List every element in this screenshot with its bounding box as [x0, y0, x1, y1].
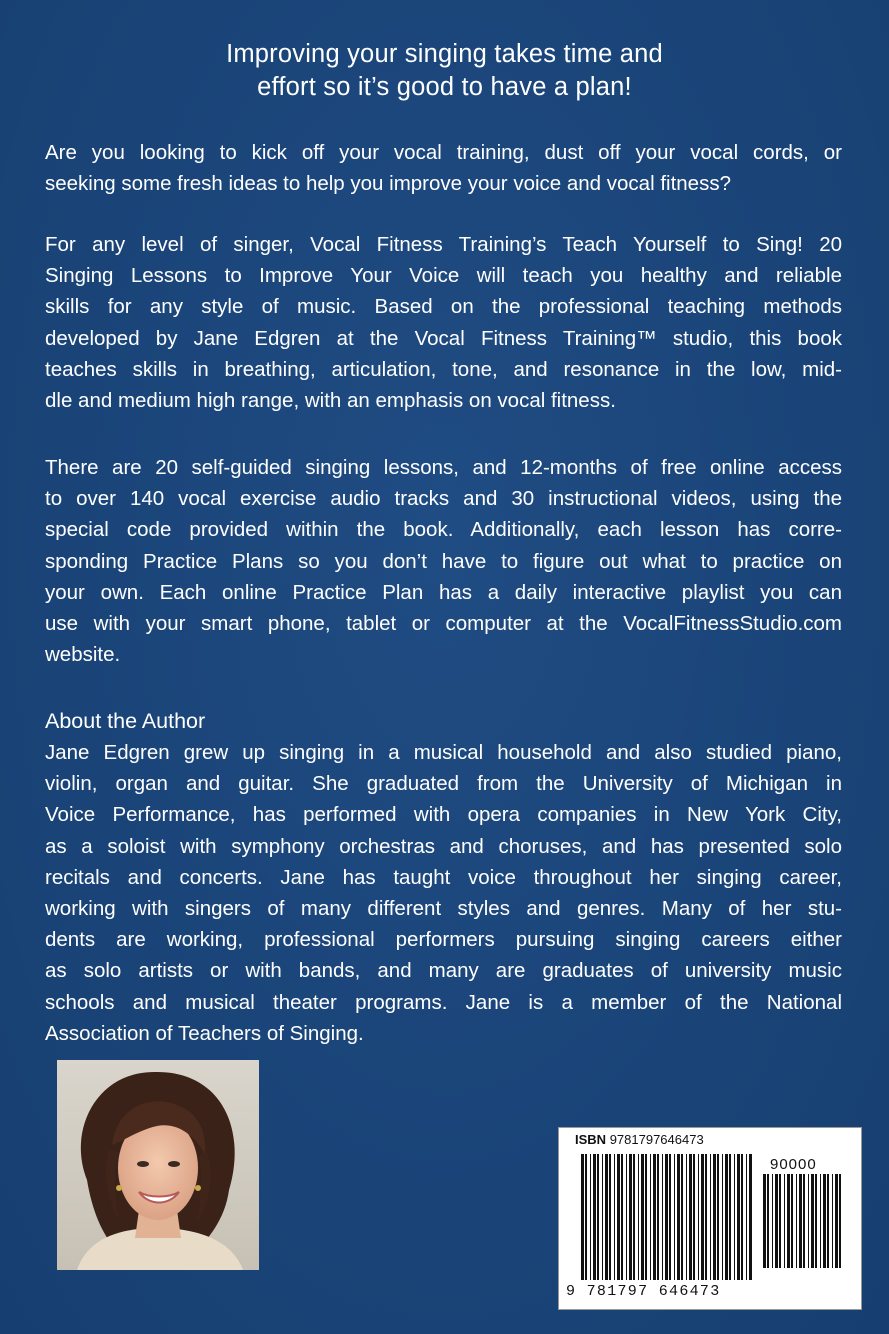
barcode-bar [722, 1154, 723, 1280]
author-photo [57, 1060, 259, 1270]
barcode-bar [645, 1154, 647, 1280]
text-line: dents are working, professional performers pursuing singing careers either [45, 928, 842, 952]
barcode-bar [662, 1154, 663, 1280]
barcode-bar [686, 1154, 687, 1280]
barcode-bar [617, 1154, 620, 1280]
text-line: violin, organ and guitar. She graduated from the University of Michigan in [45, 772, 842, 796]
barcode-bar [808, 1174, 809, 1268]
barcode-bar [701, 1154, 704, 1280]
description-paragraph [45, 229, 842, 416]
barcode-bar [803, 1174, 805, 1268]
barcode-bar [693, 1154, 695, 1280]
about-author-heading: About the Author [45, 709, 206, 733]
barcode-bar [710, 1154, 711, 1280]
about-author-section [45, 706, 842, 1049]
text-line: There are 20 self-guided singing lessons, and 12-months of free online access [45, 456, 842, 479]
barcode-bar [614, 1154, 615, 1280]
barcode-bar [734, 1154, 735, 1280]
text-line: to over 140 vocal exercise audio tracks and 30 instructional videos, using the [45, 487, 842, 511]
text-line: as a soloist with symphony orchestras and choruses, and has presented solo [45, 834, 842, 858]
barcode-bar [725, 1154, 728, 1280]
text-line: developed by Jane Edgren at the Vocal Fitness Training™ studio, this book [45, 326, 842, 350]
barcode-bar [590, 1154, 591, 1280]
barcode-bar [746, 1154, 747, 1280]
barcode-bar [791, 1174, 793, 1268]
barcode-bar [823, 1174, 826, 1268]
text-line: For any level of singer, Vocal Fitness Training’s Teach Yourself to Sing! 20 [45, 233, 842, 256]
barcode-bar [638, 1154, 639, 1280]
text-line: your own. Each online Practice Plan has a daily interactive playlist you can [45, 580, 842, 604]
text-line: use with your smart phone, tablet or computer at the VocalFitnessStudio.com [45, 612, 842, 636]
barcode-bar [705, 1154, 707, 1280]
barcode-bar [605, 1154, 608, 1280]
barcode-bar [796, 1174, 797, 1268]
text-line: dle and medium high range, with an emphasis on vocal fitness. [45, 389, 616, 413]
isbn-label [575, 1132, 704, 1147]
barcode-bar [827, 1174, 829, 1268]
barcode-bar [820, 1174, 821, 1268]
isbn-prefix: ISBN [575, 1132, 607, 1147]
text-line: working with singers of many different styles and genres. Many of her stu- [45, 897, 842, 921]
barcode-bar [665, 1154, 668, 1280]
isbn-number: 9781797646473 [609, 1132, 704, 1147]
text-line: recitals and concerts. Jane has taught voice throughout her singing career, [45, 865, 842, 889]
barcode-bar [767, 1174, 769, 1268]
headline [0, 38, 889, 104]
barcode-bar [674, 1154, 675, 1280]
barcode-bar [650, 1154, 651, 1280]
barcode-bar [763, 1174, 766, 1268]
barcode-bar [641, 1154, 644, 1280]
barcode-bar [749, 1154, 752, 1280]
barcode-bar [653, 1154, 656, 1280]
barcode-bar [689, 1154, 692, 1280]
text-line: skills for any style of music. Based on the professional teaching methods [45, 295, 842, 319]
barcode-bar [593, 1154, 596, 1280]
text-line: Voice Performance, has performed with opera companies in New York City, [45, 803, 842, 827]
barcode-bar [835, 1174, 838, 1268]
headline-line-2: effort so it’s good to have a plan! [257, 73, 632, 101]
barcode-bar [737, 1154, 740, 1280]
barcode-bar [626, 1154, 627, 1280]
barcode-bar [772, 1174, 773, 1268]
text-line: Jane Edgren grew up singing in a musical household and also studied piano, [45, 741, 842, 764]
barcode-bar [602, 1154, 603, 1280]
barcode-bar [839, 1174, 841, 1268]
barcode-bar [609, 1154, 611, 1280]
barcode-bar [657, 1154, 659, 1280]
barcode-bar [629, 1154, 632, 1280]
barcode-bar [815, 1174, 817, 1268]
barcode-bar [633, 1154, 635, 1280]
text-line: special code provided within the book. Additionally, each lesson has corre- [45, 518, 842, 542]
text-line: Are you looking to kick off your vocal training, dust off your vocal cords, or [45, 141, 842, 164]
access-paragraph [45, 452, 842, 670]
barcode-bar [681, 1154, 683, 1280]
intro-paragraph [45, 137, 842, 199]
headline-line-1: Improving your singing takes time and [226, 40, 663, 68]
author-portrait-illustration [57, 1060, 259, 1270]
barcode-bar [698, 1154, 699, 1280]
barcode-bar [585, 1154, 587, 1280]
barcode-bar [597, 1154, 599, 1280]
barcode-bar [741, 1154, 743, 1280]
barcode-bar [779, 1174, 781, 1268]
barcode-bar [799, 1174, 802, 1268]
text-line: Association of Teachers of Singing. [45, 1021, 364, 1045]
text-line: Singing Lessons to Improve Your Voice will teach you healthy and reliable [45, 264, 842, 288]
barcode-bar [677, 1154, 680, 1280]
text-line: seeking some fresh ideas to help you improve your voice and vocal fitness? [45, 172, 731, 196]
price-code: 90000 [770, 1156, 817, 1173]
barcode-bar [784, 1174, 785, 1268]
text-line: schools and musical theater programs. Jane is a member of the National [45, 990, 842, 1014]
barcode-bar [621, 1154, 623, 1280]
barcode-bar [713, 1154, 716, 1280]
text-line: sponding Practice Plans so you don’t have to figure out what to practice on [45, 549, 842, 573]
barcode-bar [832, 1174, 833, 1268]
barcode-bar [669, 1154, 671, 1280]
text-line: as solo artists or with bands, and many are graduates of university music [45, 959, 842, 983]
barcode-bar [729, 1154, 731, 1280]
text-line: website. [45, 643, 121, 667]
barcode-bar [581, 1154, 584, 1280]
barcode-bar [787, 1174, 790, 1268]
barcode-bar [717, 1154, 719, 1280]
barcode-bar [775, 1174, 778, 1268]
text-line: teaches skills in breathing, articulation, tone, and resonance in the low, mid- [45, 357, 842, 381]
barcode-bar [811, 1174, 814, 1268]
barcode-digits: 9 781797 646473 [566, 1283, 721, 1300]
